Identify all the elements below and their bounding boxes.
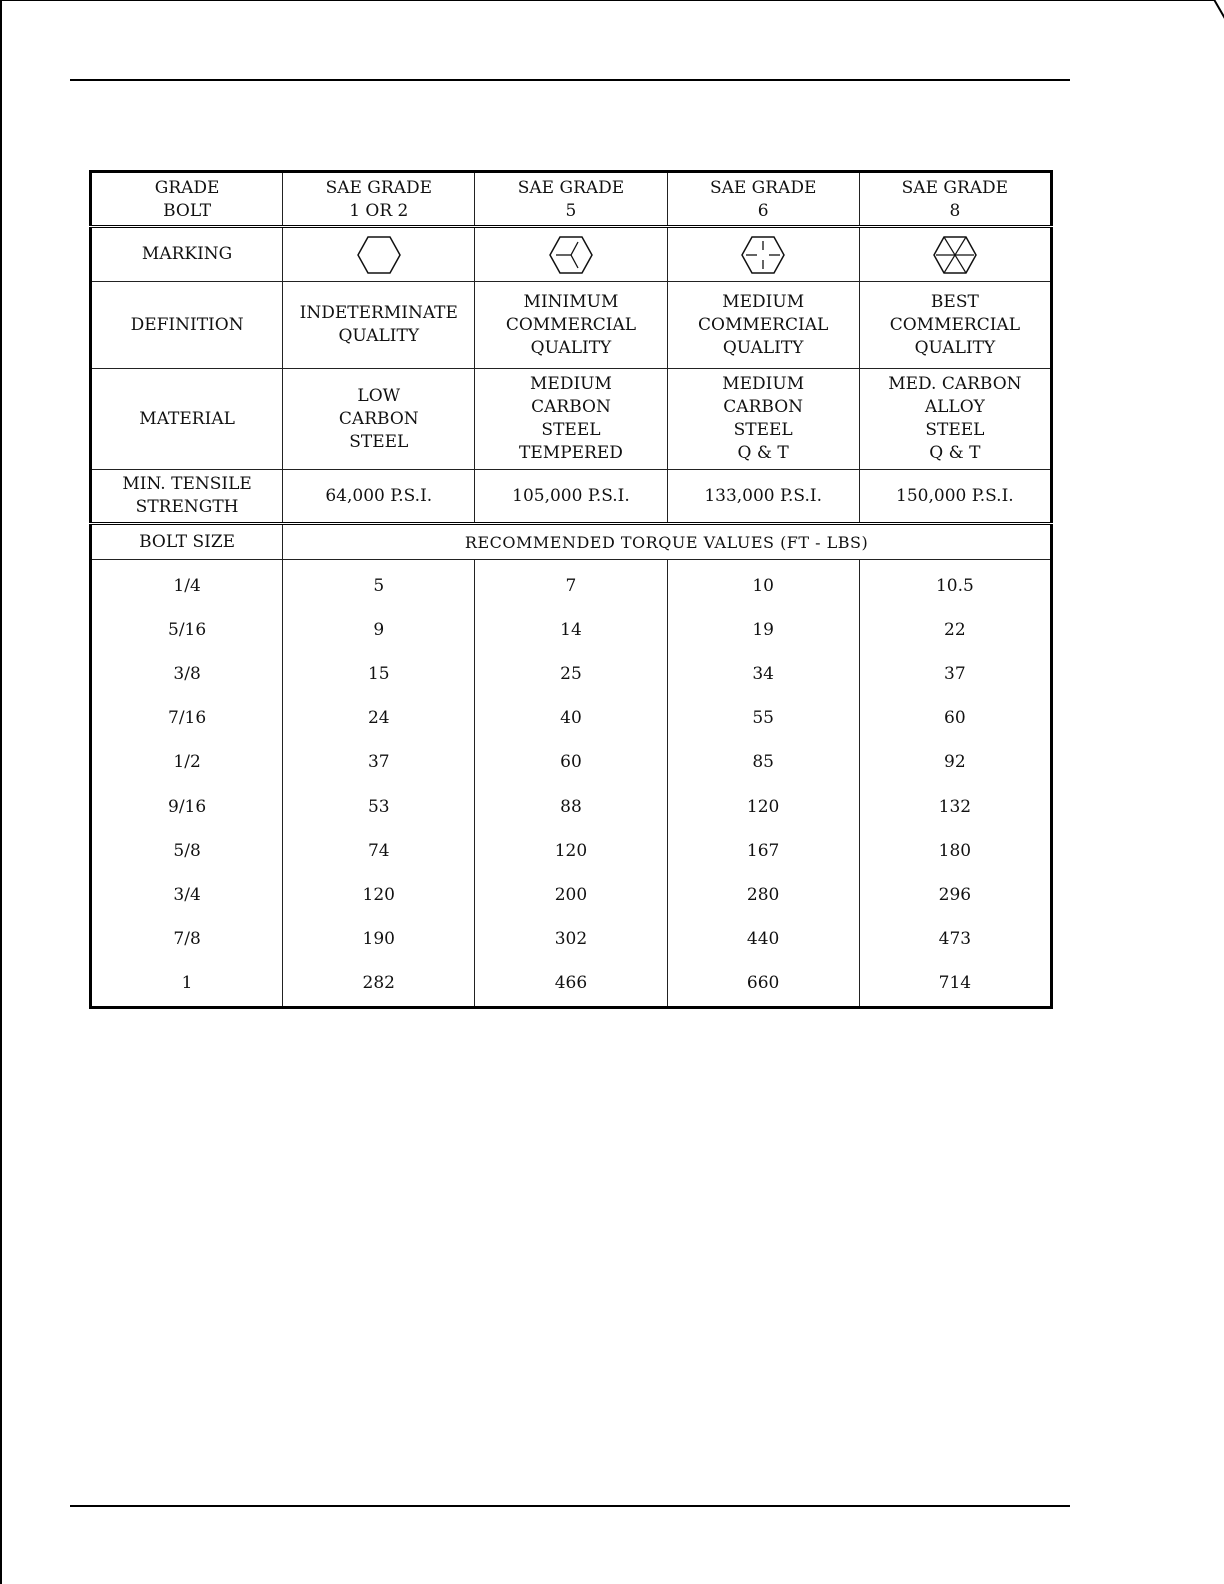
marking-row bbox=[91, 227, 1052, 282]
torque-value-cell: 714 bbox=[859, 962, 1051, 1008]
torque-value-cell: 120 bbox=[667, 785, 859, 829]
marking-cell-grade-8 bbox=[859, 227, 1051, 282]
bolt-size-cell: 5/8 bbox=[91, 829, 283, 873]
torque-value-cell: 440 bbox=[667, 918, 859, 962]
torque-row bbox=[91, 829, 1052, 873]
material-line: MED. CARBON bbox=[888, 374, 1022, 394]
material-line: Q & T bbox=[929, 443, 981, 463]
hexagon-six-lines-icon bbox=[932, 235, 978, 275]
torque-value-cell: 60 bbox=[475, 741, 667, 785]
definition-line: QUALITY bbox=[722, 337, 804, 358]
definition-cell-grade-6 bbox=[667, 282, 859, 369]
bolt-size-cell: 3/4 bbox=[91, 873, 283, 917]
tensile-label-line: STRENGTH bbox=[135, 497, 239, 517]
hexagon-plain-icon bbox=[356, 235, 402, 275]
torque-value-cell: 190 bbox=[283, 918, 475, 962]
torque-value-cell: 10 bbox=[667, 560, 859, 609]
grade-header-row bbox=[91, 172, 1052, 227]
marking-label: MARKING bbox=[91, 227, 283, 282]
torque-row bbox=[91, 741, 1052, 785]
definition-cell-grade-5 bbox=[475, 282, 667, 369]
material-cell-grade-8 bbox=[859, 369, 1051, 470]
material-cell-grade-5 bbox=[475, 369, 667, 470]
header-cell-grade-5 bbox=[475, 172, 667, 227]
torque-value-cell: 7 bbox=[475, 560, 667, 609]
header-line: SAE GRADE bbox=[901, 178, 1009, 198]
torque-value-cell: 15 bbox=[283, 652, 475, 696]
material-line: STEEL bbox=[925, 420, 985, 440]
definition-line: QUALITY bbox=[338, 326, 420, 346]
definition-line: MEDIUM bbox=[722, 291, 805, 312]
header-cell-grade-1-2 bbox=[283, 172, 475, 227]
bolt-size-cell: 1/4 bbox=[91, 560, 283, 609]
torque-value-cell: 9 bbox=[283, 608, 475, 652]
torque-row bbox=[91, 697, 1052, 741]
definition-line: COMMERCIAL bbox=[889, 314, 1020, 335]
material-line: CARBON bbox=[338, 408, 419, 429]
header-rule bbox=[70, 79, 1070, 81]
header-cell-grade-6 bbox=[667, 172, 859, 227]
torque-values-body bbox=[91, 560, 1052, 1008]
header-line: SAE GRADE bbox=[517, 178, 625, 198]
definition-row bbox=[91, 282, 1052, 369]
tensile-cell-grade-1-2: 64,000 P.S.I. bbox=[283, 470, 475, 524]
material-line: STEEL bbox=[541, 420, 601, 440]
torque-value-cell: 22 bbox=[859, 608, 1051, 652]
bolt-size-cell: 7/8 bbox=[91, 918, 283, 962]
material-row bbox=[91, 369, 1052, 470]
torque-value-cell: 37 bbox=[283, 741, 475, 785]
material-line: TEMPERED bbox=[519, 443, 623, 463]
material-line: ALLOY bbox=[924, 397, 985, 417]
page-frame-top bbox=[0, 0, 1214, 1]
torque-row bbox=[91, 918, 1052, 962]
tensile-cell-grade-6: 133,000 P.S.I. bbox=[667, 470, 859, 524]
torque-value-cell: 74 bbox=[283, 829, 475, 873]
torque-value-cell: 92 bbox=[859, 741, 1051, 785]
header-line: 6 bbox=[757, 201, 769, 221]
bolt-size-cell: 1/2 bbox=[91, 741, 283, 785]
header-line: 5 bbox=[565, 201, 577, 221]
definition-label: DEFINITION bbox=[91, 282, 283, 369]
torque-value-cell: 132 bbox=[859, 785, 1051, 829]
torque-value-cell: 5 bbox=[283, 560, 475, 609]
material-label: MATERIAL bbox=[91, 369, 283, 470]
header-line: 8 bbox=[949, 201, 961, 221]
header-cell-grade-8 bbox=[859, 172, 1051, 227]
header-line: SAE GRADE bbox=[709, 178, 817, 198]
page-frame-left bbox=[0, 0, 2, 1584]
torque-value-cell: 14 bbox=[475, 608, 667, 652]
material-line: STEEL bbox=[733, 420, 793, 440]
torque-value-cell: 660 bbox=[667, 962, 859, 1008]
definition-line: COMMERCIAL bbox=[698, 314, 829, 335]
torque-value-cell: 60 bbox=[859, 697, 1051, 741]
marking-cell-grade-5 bbox=[475, 227, 667, 282]
torque-value-cell: 10.5 bbox=[859, 560, 1051, 609]
torque-value-cell: 473 bbox=[859, 918, 1051, 962]
torque-title: RECOMMENDED TORQUE VALUES (FT - LBS) bbox=[283, 524, 1052, 560]
torque-row bbox=[91, 785, 1052, 829]
torque-value-cell: 19 bbox=[667, 608, 859, 652]
torque-value-cell: 120 bbox=[475, 829, 667, 873]
tensile-label bbox=[91, 470, 283, 524]
torque-header-row bbox=[91, 524, 1052, 560]
bolt-torque-table bbox=[89, 170, 1053, 1009]
material-line: MEDIUM bbox=[722, 374, 805, 394]
torque-value-cell: 37 bbox=[859, 652, 1051, 696]
torque-value-cell: 282 bbox=[283, 962, 475, 1008]
footer-rule bbox=[70, 1505, 1070, 1507]
torque-value-cell: 40 bbox=[475, 697, 667, 741]
tensile-label-line: MIN. TENSILE bbox=[122, 474, 252, 494]
bolt-size-cell: 5/16 bbox=[91, 608, 283, 652]
definition-cell-grade-1-2 bbox=[283, 282, 475, 369]
header-line: GRADE bbox=[154, 178, 220, 198]
torque-row bbox=[91, 608, 1052, 652]
torque-value-cell: 296 bbox=[859, 873, 1051, 917]
material-line: CARBON bbox=[723, 397, 804, 417]
hexagon-crosshair-icon bbox=[740, 235, 786, 275]
torque-value-cell: 85 bbox=[667, 741, 859, 785]
bolt-size-cell: 1 bbox=[91, 962, 283, 1008]
material-line: Q & T bbox=[737, 443, 789, 463]
tensile-cell-grade-5: 105,000 P.S.I. bbox=[475, 470, 667, 524]
hexagon-three-lines-icon bbox=[548, 235, 594, 275]
definition-line: COMMERCIAL bbox=[505, 314, 637, 335]
torque-value-cell: 200 bbox=[475, 873, 667, 917]
bolt-size-cell: 7/16 bbox=[91, 697, 283, 741]
header-line: SAE GRADE bbox=[325, 178, 432, 198]
torque-value-cell: 25 bbox=[475, 652, 667, 696]
torque-row bbox=[91, 560, 1052, 609]
torque-value-cell: 53 bbox=[283, 785, 475, 829]
bolt-size-cell: 3/8 bbox=[91, 652, 283, 696]
bolt-size-label: BOLT SIZE bbox=[91, 524, 283, 560]
definition-line: INDETERMINATE bbox=[299, 303, 458, 323]
header-line: BOLT bbox=[163, 201, 212, 221]
torque-value-cell: 180 bbox=[859, 829, 1051, 873]
marking-cell-grade-1-2 bbox=[283, 227, 475, 282]
marking-cell-grade-6 bbox=[667, 227, 859, 282]
torque-value-cell: 167 bbox=[667, 829, 859, 873]
material-cell-grade-6 bbox=[667, 369, 859, 470]
definition-line: QUALITY bbox=[914, 337, 996, 358]
tensile-cell-grade-8: 150,000 P.S.I. bbox=[859, 470, 1051, 524]
material-line: MEDIUM bbox=[530, 374, 612, 394]
material-line: CARBON bbox=[531, 397, 611, 417]
torque-value-cell: 24 bbox=[283, 697, 475, 741]
torque-value-cell: 302 bbox=[475, 918, 667, 962]
material-line: STEEL bbox=[349, 431, 409, 452]
torque-value-cell: 88 bbox=[475, 785, 667, 829]
torque-value-cell: 34 bbox=[667, 652, 859, 696]
torque-value-cell: 55 bbox=[667, 697, 859, 741]
header-line: 1 OR 2 bbox=[349, 201, 409, 221]
torque-value-cell: 280 bbox=[667, 873, 859, 917]
tensile-strength-row bbox=[91, 470, 1052, 524]
torque-value-cell: 120 bbox=[283, 873, 475, 917]
definition-cell-grade-8 bbox=[859, 282, 1051, 369]
header-cell-grade-bolt bbox=[91, 172, 283, 227]
bolt-size-cell: 9/16 bbox=[91, 785, 283, 829]
definition-line: QUALITY bbox=[530, 337, 612, 358]
page-corner-mark bbox=[1212, 0, 1224, 38]
definition-line: BEST bbox=[930, 291, 979, 312]
torque-value-cell: 466 bbox=[475, 962, 667, 1008]
torque-row bbox=[91, 962, 1052, 1008]
material-cell-grade-1-2 bbox=[283, 369, 475, 470]
definition-line: MINIMUM bbox=[523, 291, 619, 312]
torque-row bbox=[91, 873, 1052, 917]
material-line: LOW bbox=[357, 385, 401, 406]
torque-row bbox=[91, 652, 1052, 696]
